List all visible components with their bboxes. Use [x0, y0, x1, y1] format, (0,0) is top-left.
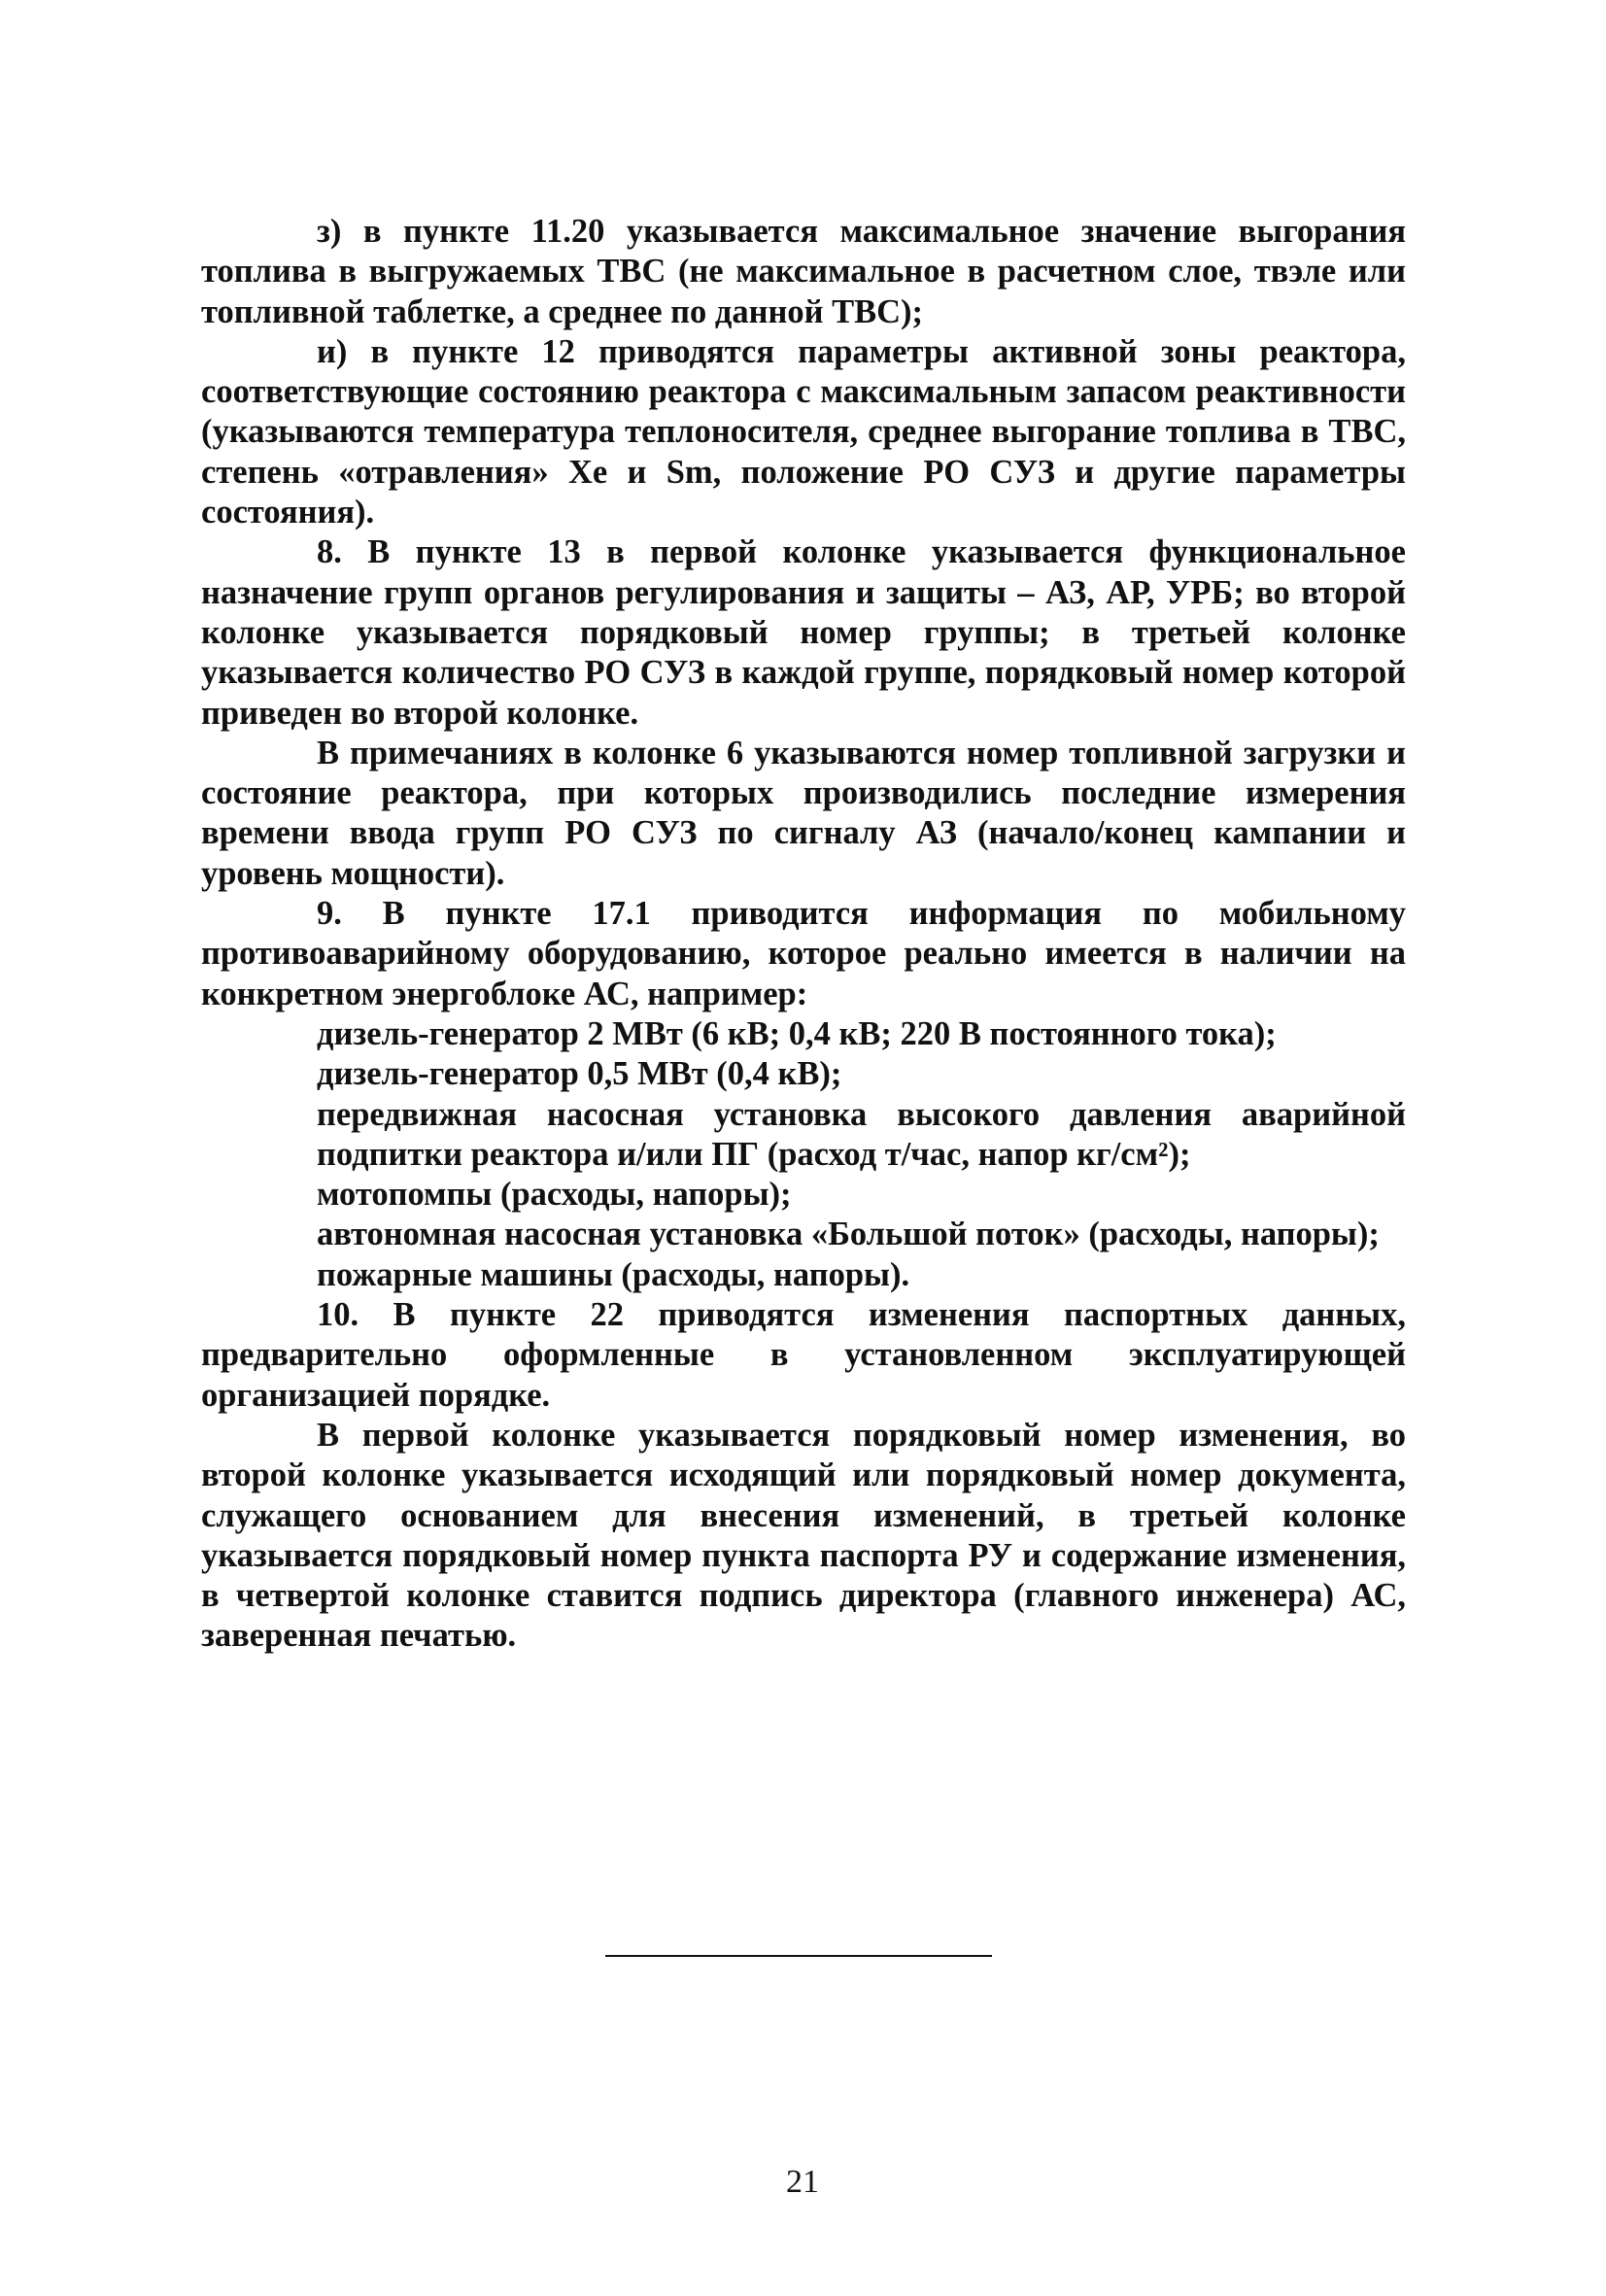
list-item: пожарные машины (расходы, напоры).: [317, 1255, 910, 1293]
paragraph-columns-description: В первой колонке указывается порядковый номер изменения, во второй колонке указывается исходящий или порядковый номер документа, служащего основанием для внесения изменений, в третьей колонке указывается порядковый номер пункта паспорта РУ и содержание изменения, в четвертой колонке ставится подпись директора (главного инженера) АС, заверенная печатью.: [201, 1416, 1406, 1655]
footnote-divider: [605, 1955, 992, 1957]
mobile-equipment-list: [201, 1014, 1406, 1295]
list-item: дизель-генератор 0,5 МВт (0,4 кВ);: [317, 1055, 842, 1093]
body-text: [201, 212, 1406, 1657]
list-item: передвижная насосная установка высокого давления аварийной подпитки реактора и/или ПГ (расход т/час, напор кг/см²);: [317, 1095, 1406, 1173]
paragraph-i-item-12: и) в пункте 12 приводятся параметры активной зоны реактора, соответствующие состоянию реактора с максимальным запасом реактивности (указываются температура теплоносителя, среднее выгорание топлива в ТВС, степень «отравления» Xe и Sm, положение РО СУЗ и другие параметры состояния).: [201, 332, 1406, 531]
paragraph-notes-column-6: В примечаниях в колонке 6 указываются номер топливной загрузки и состояние реактора, при которых производились последние измерения времени ввода групп РО СУЗ по сигналу АЗ (начало/конец кампании и уровень мощности).: [201, 734, 1406, 892]
paragraph-10-item-22: 10. В пункте 22 приводятся изменения паспортных данных, предварительно оформленные в установленном эксплуатирующей организацией порядке.: [201, 1296, 1406, 1414]
page-number: 21: [786, 2164, 819, 2200]
list-item: мотопомпы (расходы, напоры);: [317, 1176, 792, 1214]
paragraph-z-item-11-20: з) в пункте 11.20 указывается максимальное значение выгорания топлива в выгружаемых ТВС (не максимальное в расчетном слое, твэле или топливной таблетке, а среднее по данной ТВС);: [201, 213, 1406, 330]
paragraph-9-item-17-1: 9. В пункте 17.1 приводится информация по мобильному противоаварийному оборудованию, которое реально имеется в наличии на конкретном энергоблоке АС, например:: [201, 895, 1406, 1012]
list-item: автономная насосная установка «Большой поток» (расходы, напоры);: [317, 1216, 1380, 1253]
list-item: дизель-генератор 2 МВт (6 кВ; 0,4 кВ; 220 В постоянного тока);: [317, 1014, 1277, 1052]
paragraph-8-item-13: 8. В пункте 13 в первой колонке указывается функциональное назначение групп органов регулирования и защиты – АЗ, АР, УРБ; во второй колонке указывается порядковый номер группы; в третьей колонке указывается количество РО СУЗ в каждой группе, порядковый номер которой приведен во второй колонке.: [201, 533, 1406, 732]
